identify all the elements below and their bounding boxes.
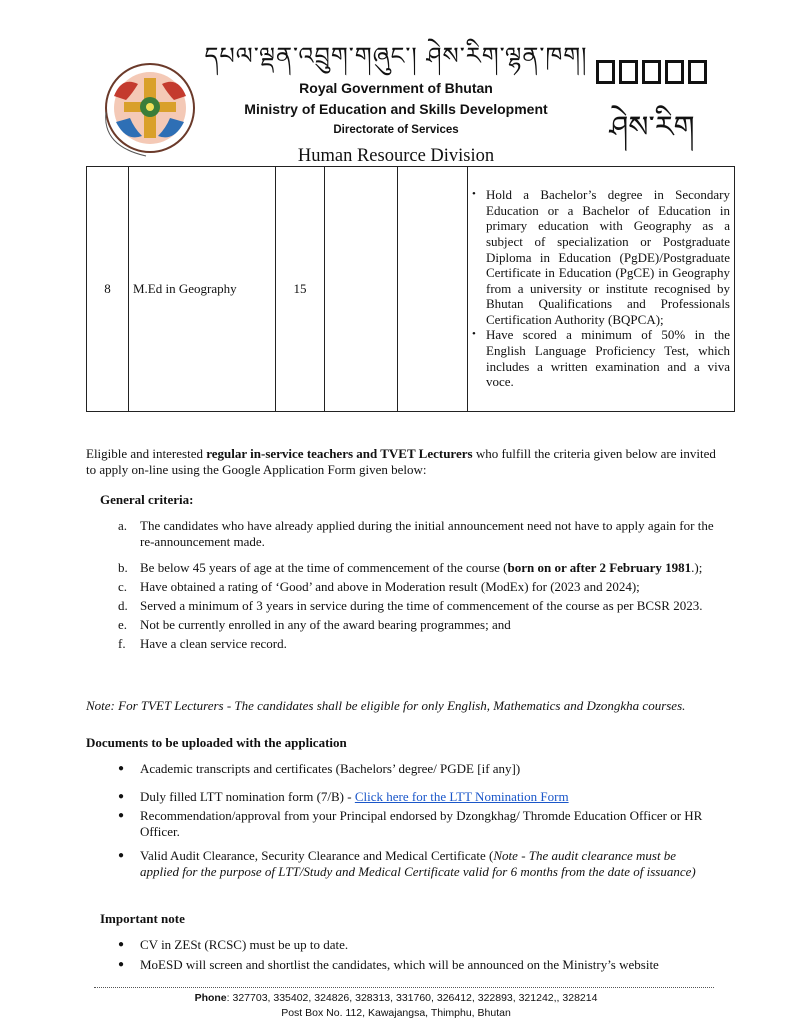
criteria-item: c. Have obtained a rating of ‘Good’ and above in Moderation result (ModEx) for (2023 and 2024);: [118, 579, 640, 594]
criteria-item: d. Served a minimum of 3 years in service during the time of commencement of the course as per BCSR 2023.: [118, 598, 703, 613]
requirement-item: • Have scored a minimum of 50% in the English Language Proficiency Test, which includes a written examination and a viva voce.: [486, 327, 730, 389]
table-row: [87, 167, 735, 412]
ministry-logo-icon: [596, 60, 708, 96]
phone-label: Phone: [194, 992, 227, 1004]
criteria-item: a. The candidates who have already applied during the initial announcement need not have to apply again for the re-announcement made.: [118, 518, 714, 549]
requirements-list: [468, 186, 734, 392]
serial-number-cell: 8: [87, 167, 129, 412]
requirements-cell: [468, 167, 735, 412]
ltt-nomination-form-link[interactable]: Click here for the LTT Nomination Form: [354, 789, 569, 804]
documents-list: [118, 761, 718, 880]
empty-cell: [398, 167, 468, 412]
footer-divider: [94, 987, 714, 988]
tvet-note: Note: For TVET Lecturers - The candidates shall be eligible for only English, Mathematics and Dzongkha courses.: [86, 698, 686, 713]
important-note-heading: Important note: [100, 911, 185, 926]
empty-cell: [325, 167, 398, 412]
important-item: ● MoESD will screen and shortlist the candidates, which will be announced on the Ministry’s website: [118, 957, 718, 973]
intro-paragraph: Eligible and interested regular in-service teachers and TVET Lecturers who fulfill the criteria given below are invited to apply on-line using the Google Application Form given below:: [86, 446, 716, 477]
criteria-item: e. Not be currently enrolled in any of the award bearing programmes; and: [118, 617, 511, 632]
letterhead: [0, 0, 792, 168]
criteria-item: b. Be below 45 years of age at the time of commencement of the course (born on or after 2 February 1981.);: [118, 560, 703, 575]
general-criteria-list: [118, 518, 718, 652]
criteria-item: f. Have a clean service record.: [118, 636, 287, 651]
important-note-list: [118, 937, 718, 973]
footer-address: Post Box No. 112, Kawajangsa, Thimphu, Bhutan: [281, 1007, 511, 1019]
ministry-logo-text: ཤེས་རིག: [609, 110, 695, 145]
dzongkha-title: དཔལ་ལྡན་འབྲུག་གཞུང་། ཤེས་རིག་ལྷན་ཁག།: [204, 42, 588, 70]
document-item: ● Valid Audit Clearance, Security Clearance and Medical Certificate (Note - The audit clearance must be applied for the purpose of LTT/Study and Medical Certificate valid for 6 months from the date of issuance): [118, 848, 718, 880]
document-item: ● Duly filled LTT nomination form (7/B) - Click here for the LTT Nomination Form: [118, 789, 718, 805]
document-item: ● Recommendation/approval from your Principal endorsed by Dzongkhag/ Thromde Education Officer or HR Officer.: [118, 808, 718, 840]
division-title: Human Resource Division: [297, 146, 495, 166]
course-table: [86, 166, 735, 412]
footer-phone: [0, 992, 792, 1004]
intro-emphasis: regular in-service teachers and TVET Lecturers: [206, 446, 473, 461]
programme-cell: M.Ed in Geography: [129, 167, 276, 412]
government-name: Royal Government of Bhutan: [299, 80, 493, 96]
directorate-name: Directorate of Services: [333, 124, 459, 136]
document-item: ● Academic transcripts and certificates (Bachelors’ degree/ PGDE [if any]): [118, 761, 718, 777]
documents-heading: Documents to be uploaded with the application: [86, 735, 347, 750]
ministry-name: Ministry of Education and Skills Development: [244, 101, 548, 117]
general-criteria-heading: General criteria:: [100, 492, 194, 507]
requirement-item: • Hold a Bachelor’s degree in Secondary Education or a Bachelor of Education in primary education with Geography as a subject of specialization or Postgraduate Diploma in Education (PgDE)/Postgraduate Certificate in Education (PgCE) in Geography from a university or institute recognised by Bhutan Qualifications and Professionals Certification Authority (BQPCA);: [486, 187, 730, 327]
seats-cell: 15: [276, 167, 325, 412]
important-item: ● CV in ZESt (RCSC) must be up to date.: [118, 937, 718, 953]
phone-numbers: : 327703, 335402, 324826, 328313, 331760, 326412, 322893, 321242,, 328214: [226, 992, 598, 1004]
